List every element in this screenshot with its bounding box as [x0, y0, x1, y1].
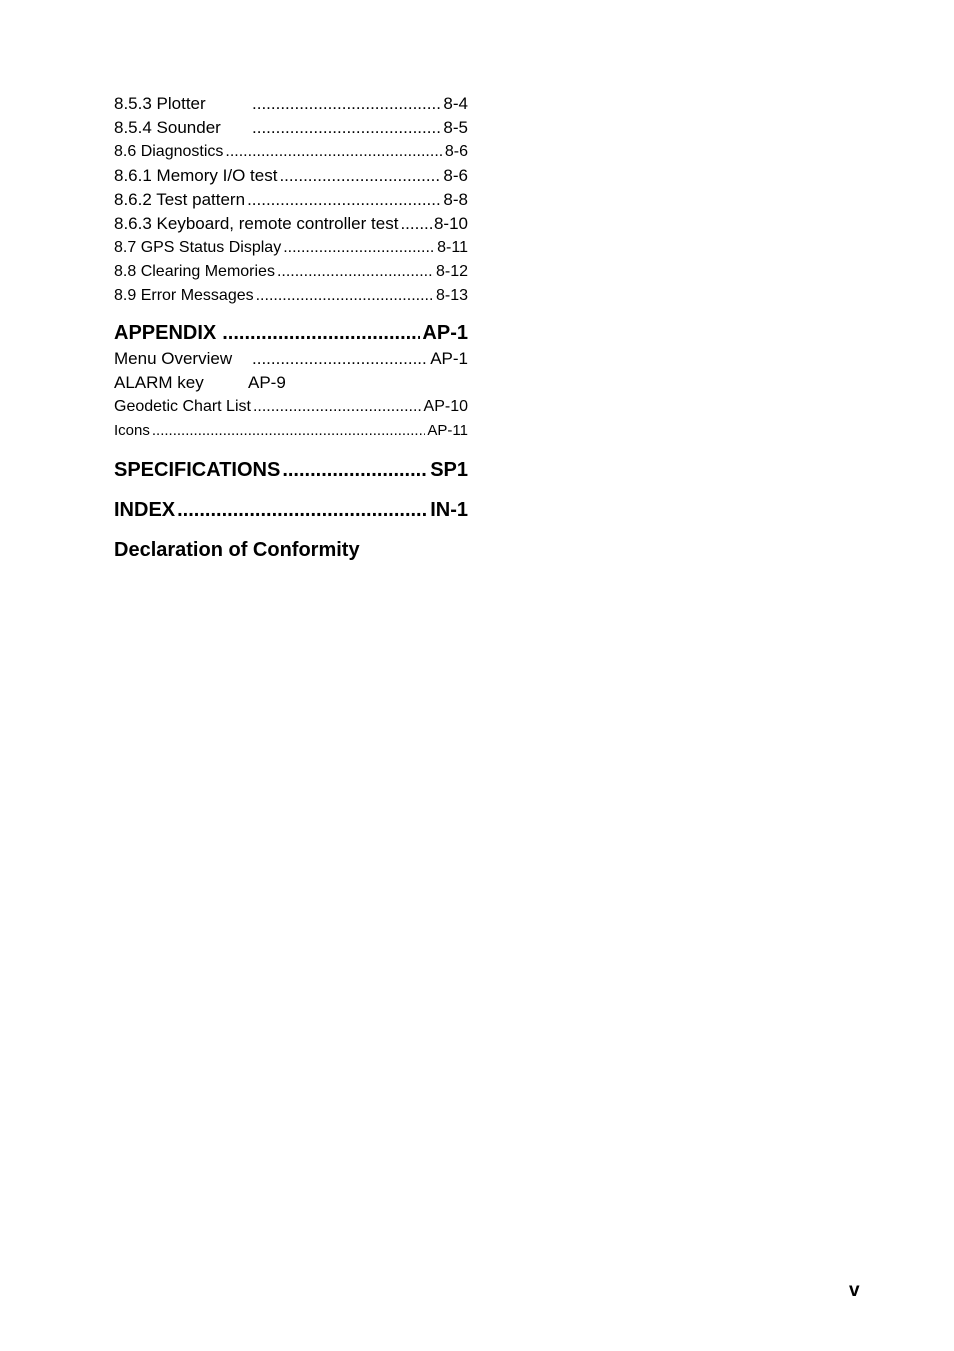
toc-leader: [282, 456, 428, 484]
toc-entry-menu-overview[interactable]: [114, 347, 468, 371]
toc-entry-page: AP-9: [248, 373, 286, 392]
toc-entry-8-6-3[interactable]: [114, 212, 468, 236]
toc-section-label: SPECIFICATIONS: [114, 459, 281, 481]
toc-leader: [152, 419, 426, 443]
toc-entry-label: Icons: [114, 422, 150, 439]
toc-entry-label: Geodetic Chart List: [114, 398, 251, 415]
toc-entry-label: 8.5.3 Plotter: [114, 94, 206, 113]
toc-entry-page: AP-11: [427, 422, 468, 439]
toc-leader: [252, 116, 441, 140]
toc-leader: [247, 188, 441, 212]
toc-entry-8-5-3[interactable]: [114, 92, 468, 116]
toc-entry-label: 8.9 Error Messages: [114, 287, 254, 304]
toc-section-label: INDEX: [114, 499, 176, 521]
toc-leader: [253, 395, 422, 419]
toc-entry-label: 8.6.1 Memory I/O test: [114, 166, 278, 185]
toc-entry-page: 8-6: [443, 166, 468, 185]
toc-entry-page: 8-5: [443, 118, 468, 137]
toc-entry-page: 8-6: [444, 143, 468, 160]
toc-entry-page: 8-11: [437, 239, 468, 256]
toc-section-page: IN-1: [430, 499, 468, 521]
toc-leader: [177, 496, 428, 524]
toc-entry-8-6[interactable]: [114, 140, 468, 164]
toc-leader: [252, 92, 441, 116]
toc-entry-page: 8-12: [435, 263, 468, 280]
toc-entry-label: 8.6.3 Keyboard, remote controller test: [114, 214, 399, 233]
toc-section-appendix[interactable]: [114, 319, 468, 347]
toc-entry-8-8[interactable]: [114, 260, 468, 284]
toc-entry-page: 8-8: [443, 190, 468, 209]
toc-entry-8-5-4[interactable]: [114, 116, 468, 140]
page-number: v: [849, 1280, 860, 1301]
toc-entry-page: 8-13: [435, 287, 468, 304]
toc-entry-geodetic-chart-list[interactable]: [114, 395, 468, 419]
toc-entry-page: AP-1: [430, 349, 468, 368]
toc-entry-alarm-key[interactable]: [114, 371, 468, 395]
toc-leader: [256, 284, 434, 308]
toc-leader: [283, 236, 435, 260]
toc-entry-label: 8.5.4 Sounder: [114, 118, 221, 137]
toc-entry-page: AP-10: [423, 398, 468, 415]
toc-section-label: APPENDIX: [114, 322, 217, 344]
toc-section-label: Declaration of Conformity: [114, 539, 360, 561]
toc-leader: [279, 164, 441, 188]
toc-entry-8-6-2[interactable]: [114, 188, 468, 212]
toc-entry-icons[interactable]: [114, 419, 468, 443]
toc-entry-page: 8-10: [433, 214, 468, 233]
toc-entry-label: ALARM key: [114, 373, 204, 392]
toc-entry-label: 8.8 Clearing Memories: [114, 263, 275, 280]
toc-leader: [400, 212, 432, 236]
toc-entry-label: Menu Overview: [114, 349, 233, 368]
toc-section-declaration[interactable]: [114, 536, 468, 564]
toc-entry-label: 8.6 Diagnostics: [114, 143, 224, 160]
toc-entry-label: 8.6.2 Test pattern: [114, 190, 246, 209]
table-of-contents: [114, 92, 468, 564]
toc-entry-8-9[interactable]: [114, 284, 468, 308]
toc-leader: [222, 319, 420, 347]
toc-leader: [277, 260, 434, 284]
toc-section-page: SP1: [430, 459, 468, 481]
toc-section-specifications[interactable]: [114, 456, 468, 484]
toc-entry-8-6-1[interactable]: [114, 164, 468, 188]
toc-entry-label: 8.7 GPS Status Display: [114, 239, 282, 256]
toc-leader: [252, 347, 428, 371]
toc-leader: [225, 140, 442, 164]
toc-section-index[interactable]: [114, 496, 468, 524]
toc-section-page: AP-1: [422, 322, 468, 344]
toc-entry-page: 8-4: [443, 94, 468, 113]
toc-entry-8-7[interactable]: [114, 236, 468, 260]
